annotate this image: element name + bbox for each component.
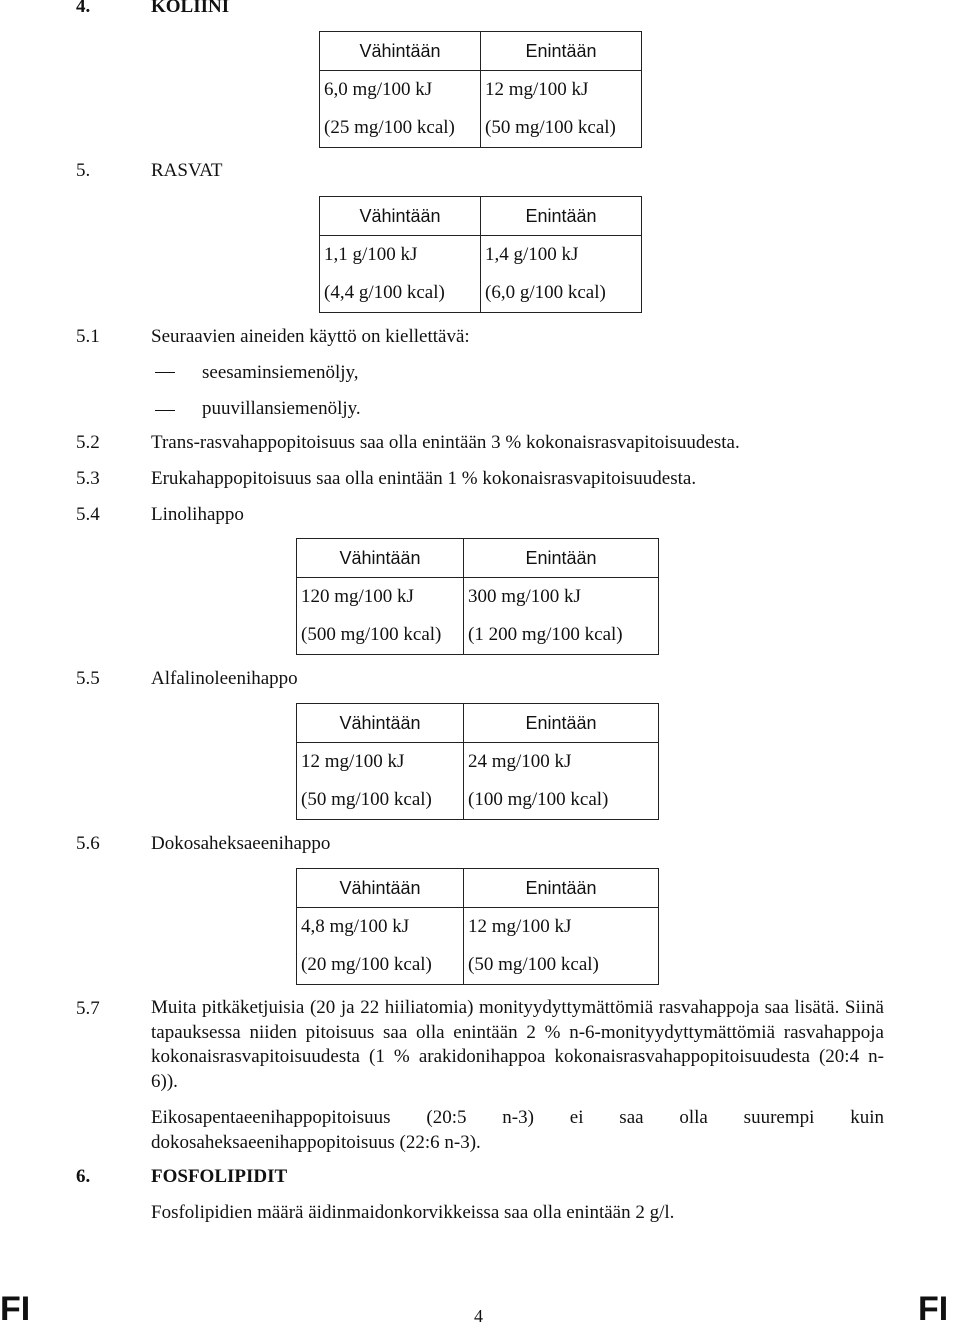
- dha-table: [296, 868, 659, 985]
- list-dash: [155, 410, 175, 411]
- max-kcal: (50 mg/100 kcal): [481, 109, 642, 148]
- section-5-4-title: Linolihappo: [151, 504, 244, 525]
- max-kj: 12 mg/100 kJ: [481, 71, 642, 110]
- page-number: 4: [474, 1306, 483, 1326]
- footer-language-right: FI: [918, 1290, 949, 1328]
- choline-table: [319, 31, 642, 148]
- max-header: Enintään: [481, 32, 642, 71]
- alpha-linolenic-table: [296, 703, 659, 820]
- min-kcal: (20 mg/100 kcal): [297, 946, 464, 985]
- min-kj: 6,0 mg/100 kJ: [320, 71, 481, 110]
- list-item: puuvillansiemenöljy.: [202, 398, 361, 419]
- section-5-5-title: Alfalinoleenihappo: [151, 668, 298, 689]
- section-5-3-number: 5.3: [76, 468, 100, 489]
- section-5-2-text: Trans-rasvahappopitoisuus saa olla enintään 3 % kokonaisrasvapitoisuudesta.: [151, 432, 740, 453]
- max-kcal: (100 mg/100 kcal): [464, 781, 659, 820]
- max-header: Enintään: [464, 704, 659, 743]
- section-5-7-paragraph-2: Eikosapentaeenihappopitoisuus (20:5 n-3) ei saa olla suurempi kuin dokosaheksaeenihappopitoisuus (22:6 n-3).: [151, 1107, 884, 1153]
- section-5-5-number: 5.5: [76, 668, 100, 689]
- min-kcal: (4,4 g/100 kcal): [320, 274, 481, 313]
- section-4-title: KOLIINI: [151, 0, 230, 17]
- max-kcal: (1 200 mg/100 kcal): [464, 616, 659, 655]
- section-6-text: Fosfolipidien määrä äidinmaidonkorvikkeissa saa olla enintään 2 g/l.: [151, 1202, 675, 1223]
- section-6-title: FOSFOLIPIDIT: [151, 1166, 288, 1187]
- max-header: Enintään: [481, 197, 642, 236]
- section-6-number: 6.: [76, 1166, 91, 1187]
- section-5-7-paragraph: Muita pitkäketjuisia (20 ja 22 hiiliatomia) monityydyttymättömiä rasvahappoja saa lisätä. Siinä tapauksessa niiden pitoisuus saa olla enintään 2 % n-6-monityydyttymättömiä rasvahappoja kokonaisrasvapitoisuudesta (1 % arakidonihappoa kokonaisrasvahappopitoisuudesta (20:4 n-6)).: [151, 997, 884, 1092]
- max-header: Enintään: [464, 539, 659, 578]
- min-header: Vähintään: [297, 704, 464, 743]
- fat-table: [319, 196, 642, 313]
- section-5-title: RASVAT: [151, 160, 223, 181]
- min-kj: 120 mg/100 kJ: [297, 578, 464, 617]
- max-kj: 12 mg/100 kJ: [464, 908, 659, 947]
- max-kj: 1,4 g/100 kJ: [481, 236, 642, 275]
- section-5-3-text: Erukahappopitoisuus saa olla enintään 1 % kokonaisrasvapitoisuudesta.: [151, 468, 697, 489]
- list-item: seesaminsiemenöljy,: [202, 362, 359, 383]
- min-kj: 1,1 g/100 kJ: [320, 236, 481, 275]
- min-kcal: (25 mg/100 kcal): [320, 109, 481, 148]
- max-kcal: (6,0 g/100 kcal): [481, 274, 642, 313]
- min-kcal: (500 mg/100 kcal): [297, 616, 464, 655]
- section-5-1-text: Seuraavien aineiden käyttö on kiellettävä:: [151, 326, 470, 347]
- section-5-number: 5.: [76, 160, 91, 181]
- min-header: Vähintään: [320, 197, 481, 236]
- max-kcal: (50 mg/100 kcal): [464, 946, 659, 985]
- linoleic-table: [296, 538, 659, 655]
- footer-language-left: FI: [0, 1290, 31, 1328]
- min-kj: 4,8 mg/100 kJ: [297, 908, 464, 947]
- min-header: Vähintään: [297, 869, 464, 908]
- section-5-4-number: 5.4: [76, 504, 100, 525]
- list-dash: [155, 372, 175, 373]
- section-4-number: 4.: [76, 0, 91, 17]
- section-5-6-number: 5.6: [76, 833, 100, 854]
- min-header: Vähintään: [297, 539, 464, 578]
- section-5-2-number: 5.2: [76, 432, 100, 453]
- min-header: Vähintään: [320, 32, 481, 71]
- section-5-1-number: 5.1: [76, 326, 100, 347]
- section-5-7-number: 5.7: [76, 998, 100, 1019]
- max-kj: 300 mg/100 kJ: [464, 578, 659, 617]
- min-kj: 12 mg/100 kJ: [297, 743, 464, 782]
- max-header: Enintään: [464, 869, 659, 908]
- max-kj: 24 mg/100 kJ: [464, 743, 659, 782]
- min-kcal: (50 mg/100 kcal): [297, 781, 464, 820]
- section-5-6-title: Dokosaheksaeenihappo: [151, 833, 331, 854]
